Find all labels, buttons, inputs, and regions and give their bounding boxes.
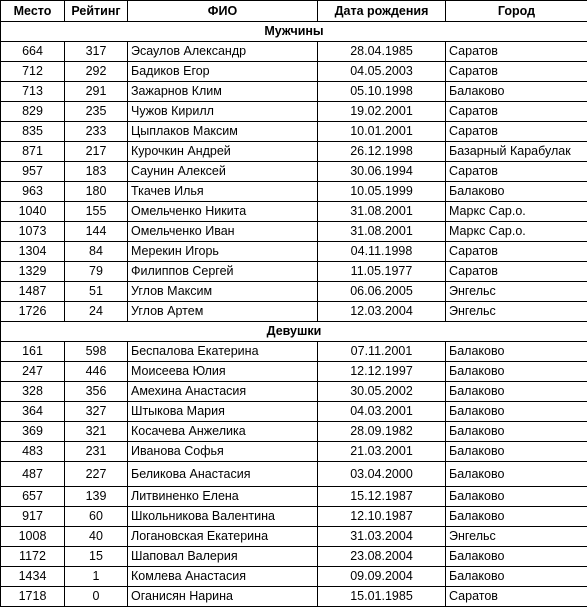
name-cell: Моисеева Юлия — [128, 362, 318, 382]
section-header-row — [1, 322, 587, 342]
city-cell: Балаково — [446, 567, 587, 587]
city-cell: Саратов — [446, 122, 587, 142]
city-cell: Энгельс — [446, 282, 587, 302]
rating-cell: 84 — [65, 242, 128, 262]
city-cell: Балаково — [446, 182, 587, 202]
rating-cell: 15 — [65, 547, 128, 567]
rating-cell: 144 — [65, 222, 128, 242]
place-cell: 483 — [1, 442, 65, 462]
rating-cell: 233 — [65, 122, 128, 142]
name-cell: Цыплаков Максим — [128, 122, 318, 142]
dob-cell: 15.12.1987 — [318, 487, 446, 507]
rating-cell: 356 — [65, 382, 128, 402]
city-cell: Балаково — [446, 342, 587, 362]
city-cell: Балаково — [446, 462, 587, 487]
name-cell: Иванова Софья — [128, 442, 318, 462]
dob-cell: 21.03.2001 — [318, 442, 446, 462]
place-cell: 871 — [1, 142, 65, 162]
rating-cell: 317 — [65, 42, 128, 62]
dob-cell: 31.08.2001 — [318, 222, 446, 242]
table-row — [1, 527, 587, 547]
rating-cell: 227 — [65, 462, 128, 487]
city-cell: Саратов — [446, 162, 587, 182]
place-cell: 835 — [1, 122, 65, 142]
table-row — [1, 242, 587, 262]
name-cell: Литвиненко Елена — [128, 487, 318, 507]
place-cell: 664 — [1, 42, 65, 62]
rating-cell: 231 — [65, 442, 128, 462]
city-cell: Маркс Сар.о. — [446, 202, 587, 222]
city-cell: Саратов — [446, 262, 587, 282]
rating-cell: 1 — [65, 567, 128, 587]
name-cell: Филиппов Сергей — [128, 262, 318, 282]
name-cell: Комлева Анастасия — [128, 567, 318, 587]
dob-cell: 12.10.1987 — [318, 507, 446, 527]
table-row — [1, 507, 587, 527]
place-cell: 917 — [1, 507, 65, 527]
name-cell: Ткачев Илья — [128, 182, 318, 202]
place-cell: 369 — [1, 422, 65, 442]
table-row — [1, 142, 587, 162]
name-cell: Логановская Екатерина — [128, 527, 318, 547]
city-cell: Саратов — [446, 242, 587, 262]
dob-cell: 23.08.2004 — [318, 547, 446, 567]
city-cell: Балаково — [446, 507, 587, 527]
rating-cell: 139 — [65, 487, 128, 507]
city-cell: Маркс Сар.о. — [446, 222, 587, 242]
place-cell: 712 — [1, 62, 65, 82]
place-cell: 1329 — [1, 262, 65, 282]
header-row — [1, 1, 587, 22]
city-cell: Балаково — [446, 547, 587, 567]
table-row — [1, 262, 587, 282]
rating-cell: 446 — [65, 362, 128, 382]
table-row — [1, 282, 587, 302]
dob-cell: 31.03.2004 — [318, 527, 446, 547]
rating-cell: 0 — [65, 587, 128, 607]
dob-cell: 12.12.1997 — [318, 362, 446, 382]
name-cell: Углов Артем — [128, 302, 318, 322]
rating-cell: 321 — [65, 422, 128, 442]
dob-cell: 10.05.1999 — [318, 182, 446, 202]
name-cell: Эсаулов Александр — [128, 42, 318, 62]
place-cell: 328 — [1, 382, 65, 402]
city-cell: Балаково — [446, 82, 587, 102]
table-row — [1, 462, 587, 487]
place-cell: 161 — [1, 342, 65, 362]
place-cell: 1073 — [1, 222, 65, 242]
place-cell: 1726 — [1, 302, 65, 322]
name-cell: Бадиков Егор — [128, 62, 318, 82]
dob-cell: 04.11.1998 — [318, 242, 446, 262]
name-cell: Амехина Анастасия — [128, 382, 318, 402]
table-body — [1, 22, 587, 607]
place-cell: 487 — [1, 462, 65, 487]
dob-cell: 10.01.2001 — [318, 122, 446, 142]
city-cell: Саратов — [446, 587, 587, 607]
table-row — [1, 402, 587, 422]
table-row — [1, 442, 587, 462]
city-cell: Балаково — [446, 362, 587, 382]
section-header-row — [1, 22, 587, 42]
place-cell: 1718 — [1, 587, 65, 607]
city-cell: Балаково — [446, 422, 587, 442]
place-cell: 364 — [1, 402, 65, 422]
rating-cell: 183 — [65, 162, 128, 182]
name-cell: Школьникова Валентина — [128, 507, 318, 527]
place-cell: 1304 — [1, 242, 65, 262]
name-cell: Штыкова Мария — [128, 402, 318, 422]
place-cell: 1487 — [1, 282, 65, 302]
city-cell: Балаково — [446, 382, 587, 402]
table-row — [1, 122, 587, 142]
table-row — [1, 422, 587, 442]
name-cell: Чужов Кирилл — [128, 102, 318, 122]
dob-cell: 11.05.1977 — [318, 262, 446, 282]
dob-cell: 15.01.1985 — [318, 587, 446, 607]
name-cell: Беликова Анастасия — [128, 462, 318, 487]
place-cell: 657 — [1, 487, 65, 507]
table-row — [1, 102, 587, 122]
dob-cell: 31.08.2001 — [318, 202, 446, 222]
place-cell: 829 — [1, 102, 65, 122]
header-rating: Рейтинг — [65, 1, 128, 22]
place-cell: 1434 — [1, 567, 65, 587]
rating-cell: 24 — [65, 302, 128, 322]
place-cell: 963 — [1, 182, 65, 202]
city-cell: Энгельс — [446, 527, 587, 547]
dob-cell: 09.09.2004 — [318, 567, 446, 587]
name-cell: Оганисян Нарина — [128, 587, 318, 607]
table-row — [1, 82, 587, 102]
header-place: Место — [1, 1, 65, 22]
rating-cell: 291 — [65, 82, 128, 102]
place-cell: 247 — [1, 362, 65, 382]
table-row — [1, 182, 587, 202]
rating-cell: 180 — [65, 182, 128, 202]
section-title: Девушки — [1, 322, 587, 342]
dob-cell: 05.10.1998 — [318, 82, 446, 102]
name-cell: Омельченко Никита — [128, 202, 318, 222]
city-cell: Саратов — [446, 42, 587, 62]
city-cell: Энгельс — [446, 302, 587, 322]
rating-cell: 217 — [65, 142, 128, 162]
dob-cell: 07.11.2001 — [318, 342, 446, 362]
dob-cell: 30.06.1994 — [318, 162, 446, 182]
name-cell: Беспалова Екатерина — [128, 342, 318, 362]
rating-cell: 327 — [65, 402, 128, 422]
dob-cell: 03.04.2000 — [318, 462, 446, 487]
dob-cell: 19.02.2001 — [318, 102, 446, 122]
city-cell: Базарный Карабулак — [446, 142, 587, 162]
rating-cell: 235 — [65, 102, 128, 122]
name-cell: Саунин Алексей — [128, 162, 318, 182]
table-row — [1, 487, 587, 507]
dob-cell: 04.03.2001 — [318, 402, 446, 422]
place-cell: 1172 — [1, 547, 65, 567]
header-name: ФИО — [128, 1, 318, 22]
rating-cell: 51 — [65, 282, 128, 302]
name-cell: Косачева Анжелика — [128, 422, 318, 442]
rating-cell: 79 — [65, 262, 128, 282]
rating-cell: 598 — [65, 342, 128, 362]
header-dob: Дата рождения — [318, 1, 446, 22]
city-cell: Балаково — [446, 402, 587, 422]
dob-cell: 12.03.2004 — [318, 302, 446, 322]
dob-cell: 06.06.2005 — [318, 282, 446, 302]
name-cell: Омельченко Иван — [128, 222, 318, 242]
table-row — [1, 202, 587, 222]
place-cell: 957 — [1, 162, 65, 182]
table-row — [1, 302, 587, 322]
table-row — [1, 382, 587, 402]
table-row — [1, 567, 587, 587]
rating-cell: 60 — [65, 507, 128, 527]
name-cell: Мерекин Игорь — [128, 242, 318, 262]
table-row — [1, 62, 587, 82]
table-row — [1, 547, 587, 567]
city-cell: Саратов — [446, 102, 587, 122]
place-cell: 713 — [1, 82, 65, 102]
name-cell: Шаповал Валерия — [128, 547, 318, 567]
table-row — [1, 362, 587, 382]
dob-cell: 30.05.2002 — [318, 382, 446, 402]
table-row — [1, 587, 587, 607]
header-city: Город — [446, 1, 587, 22]
dob-cell: 28.04.1985 — [318, 42, 446, 62]
name-cell: Курочкин Андрей — [128, 142, 318, 162]
dob-cell: 28.09.1982 — [318, 422, 446, 442]
rating-cell: 40 — [65, 527, 128, 547]
section-title: Мужчины — [1, 22, 587, 42]
rating-cell: 292 — [65, 62, 128, 82]
city-cell: Балаково — [446, 442, 587, 462]
table-row — [1, 222, 587, 242]
place-cell: 1008 — [1, 527, 65, 547]
rating-cell: 155 — [65, 202, 128, 222]
dob-cell: 04.05.2003 — [318, 62, 446, 82]
place-cell: 1040 — [1, 202, 65, 222]
table-row — [1, 162, 587, 182]
name-cell: Зажарнов Клим — [128, 82, 318, 102]
city-cell: Саратов — [446, 62, 587, 82]
table-row — [1, 342, 587, 362]
city-cell: Балаково — [446, 487, 587, 507]
table-row — [1, 42, 587, 62]
dob-cell: 26.12.1998 — [318, 142, 446, 162]
name-cell: Углов Максим — [128, 282, 318, 302]
